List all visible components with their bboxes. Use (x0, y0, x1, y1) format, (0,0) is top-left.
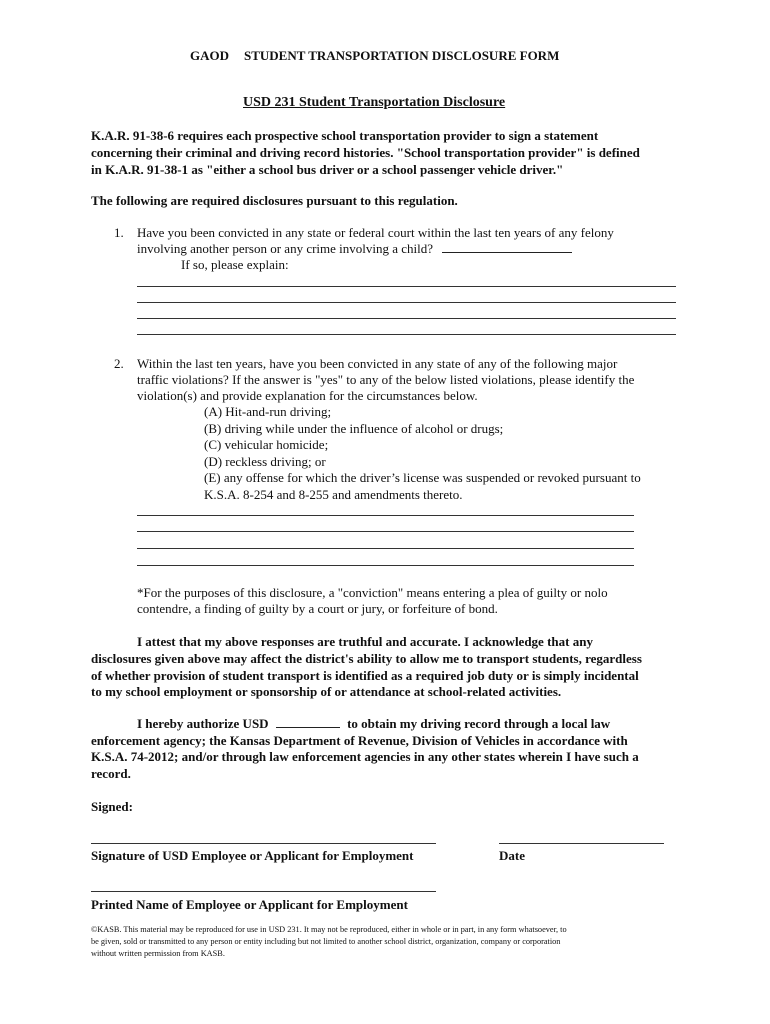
attest-line-1: I attest that my above responses are truthful and accurate. I acknowledge that any (137, 634, 593, 649)
intro-line-2: concerning their criminal and driving record histories. "School transportation provider" is defined (91, 145, 640, 160)
authorize-line-3: K.S.A. 74-2012; and/or through law enforcement agencies in any other states wherein I have such a (91, 749, 639, 764)
q2-explain-line-3[interactable] (137, 548, 634, 549)
form-code: GAOD (190, 48, 229, 63)
intro-line-3: in K.A.R. 91-38-1 as "either a school bus driver or a school passenger vehicle driver." (91, 162, 564, 177)
violation-e: (E) any offense for which the driver’s license was suspended or revoked pursuant to (204, 470, 641, 485)
required-disclosures-line: The following are required disclosures pursuant to this regulation. (91, 193, 458, 208)
signed-label: Signed: (91, 799, 133, 814)
printed-name-label: Printed Name of Employee or Applicant for Employment (91, 897, 408, 912)
copyright-line-2: be given, sold or transmitted to any person or entity including but not limited to another school district, organization, company or corporation (91, 937, 561, 946)
footnote-line-1: *For the purposes of this disclosure, a "conviction" means entering a plea of guilty or nolo (137, 585, 608, 600)
authorize-suffix: to obtain my driving record through a local law (347, 716, 611, 731)
date-line[interactable] (499, 843, 664, 844)
q2-line-1: Within the last ten years, have you been convicted in any state of any of the following major (137, 356, 618, 371)
attest-line-2: disclosures given above may affect the district's ability to allow me to transport students, regardless (91, 651, 642, 666)
q1-explain-line-3[interactable] (137, 318, 676, 319)
authorize-line-1 (137, 716, 610, 732)
q2-explain-line-4[interactable] (137, 565, 634, 566)
violation-e-cont: K.S.A. 8-254 and 8-255 and amendments thereto. (204, 487, 463, 502)
q2-line-2: traffic violations? If the answer is "yes" to any of the below listed violations, please identify the (137, 372, 635, 387)
violation-b: (B) driving while under the influence of alcohol or drugs; (204, 421, 504, 436)
footnote-line-2: contendre, a finding of guilty by a court or jury, or forfeiture of bond. (137, 601, 498, 616)
attest-line-4: to my school employment or sponsorship of or attendance at school-related activities. (91, 684, 562, 699)
authorize-line-2: enforcement agency; the Kansas Department of Revenue, Division of Vehicles in accordance with (91, 733, 628, 748)
copyright-line-1: ©KASB. This material may be reproduced for use in USD 231. It may not be reproduced, either in whole or in part, in any form whatsoever, to (91, 925, 567, 934)
authorize-line-4: record. (91, 766, 131, 781)
printed-name-line[interactable] (91, 891, 436, 892)
usd-number-field[interactable] (276, 716, 340, 728)
intro-line-1: K.A.R. 91-38-6 requires each prospective school transportation provider to sign a statement (91, 128, 599, 143)
q2-number: 2. (114, 356, 124, 371)
q2-explain-line-1[interactable] (137, 515, 634, 516)
document-title: USD 231 Student Transportation Disclosure (243, 95, 506, 110)
q2-line-3: violation(s) and provide explanation for the circumstances below. (137, 388, 478, 403)
date-label: Date (499, 848, 525, 863)
q1-explain-line-2[interactable] (137, 302, 676, 303)
q2-explain-line-2[interactable] (137, 531, 634, 532)
q1-explain-line-1[interactable] (137, 286, 676, 287)
signature-line[interactable] (91, 843, 436, 844)
violation-d: (D) reckless driving; or (204, 454, 326, 469)
attest-line-3: of whether provision of student transport is identified as a required job duty or is simply incidental (91, 668, 639, 683)
q1-answer-field[interactable] (442, 241, 572, 253)
signature-label: Signature of USD Employee or Applicant for Employment (91, 848, 414, 863)
authorize-prefix: I hereby authorize USD (137, 716, 269, 731)
q1-line-1: Have you been convicted in any state or federal court within the last ten years of any felony (137, 225, 614, 240)
q1-line-2 (137, 241, 572, 257)
q1-line-2-text: involving another person or any crime involving a child? (137, 241, 434, 256)
violation-a: (A) Hit-and-run driving; (204, 404, 332, 419)
copyright-line-3: without written permission from KASB. (91, 949, 225, 958)
violation-c: (C) vehicular homicide; (204, 437, 329, 452)
form-title: STUDENT TRANSPORTATION DISCLOSURE FORM (244, 48, 560, 63)
q1-explain-line-4[interactable] (137, 334, 676, 335)
q1-explain-label: If so, please explain: (181, 257, 289, 272)
q1-number: 1. (114, 225, 124, 240)
